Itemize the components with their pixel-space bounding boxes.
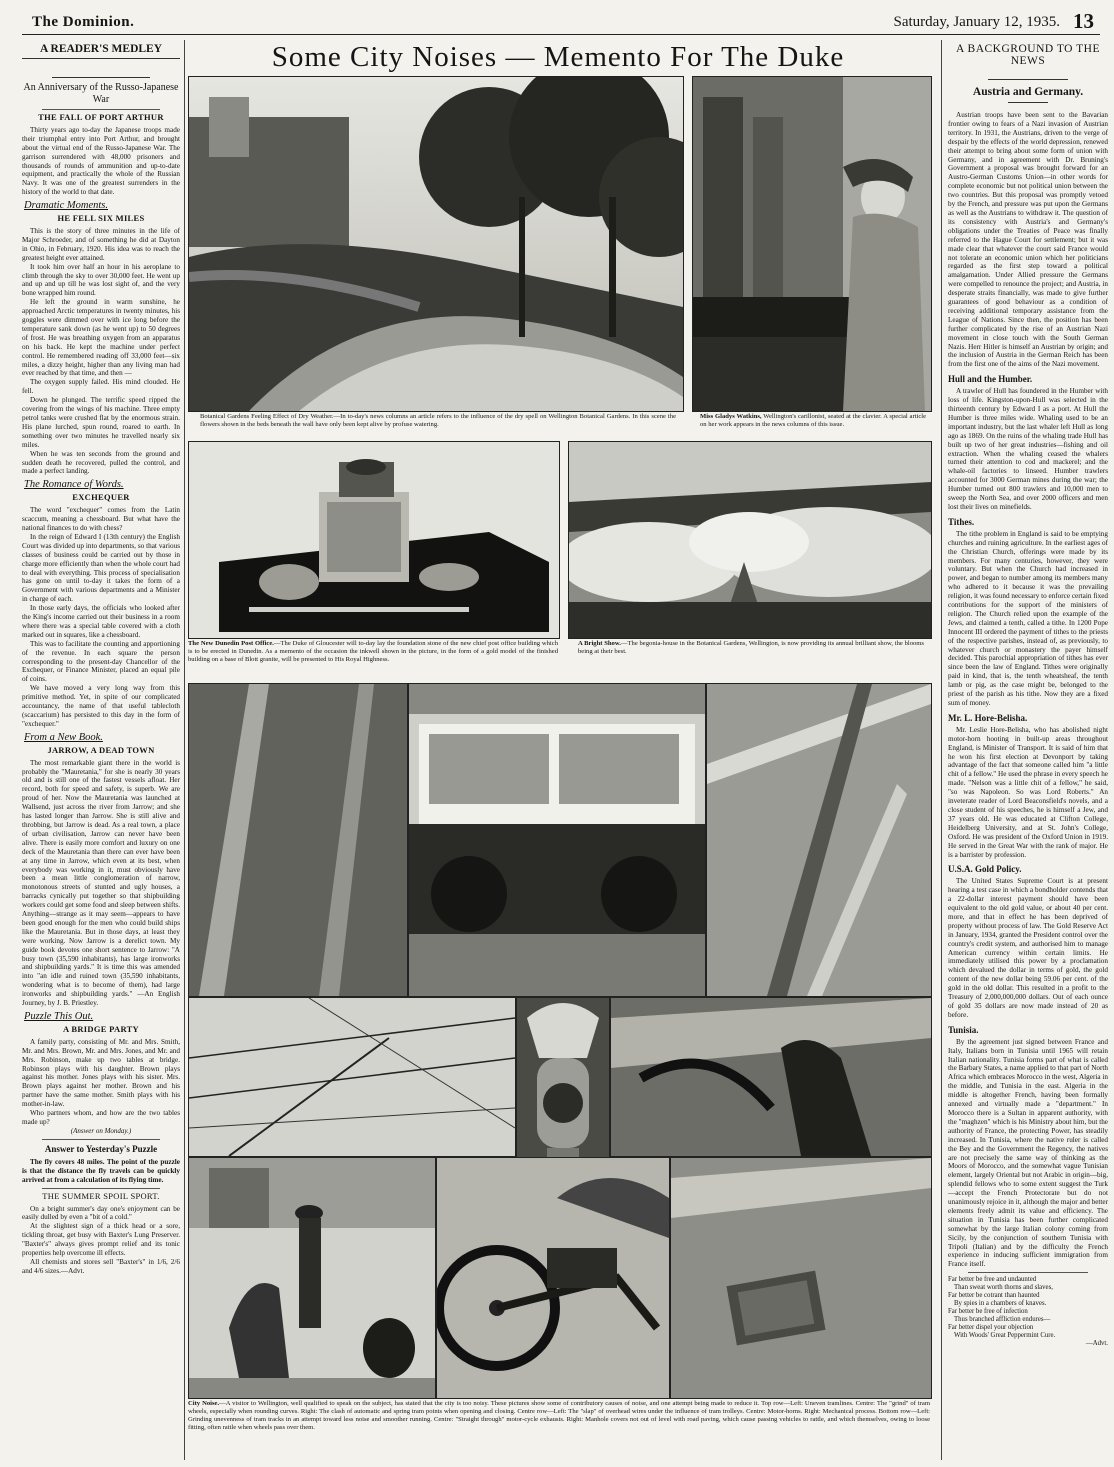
hull-heading: Hull and the Humber. xyxy=(948,374,1033,385)
tram-wheels-image xyxy=(409,684,705,996)
advertisement-verse xyxy=(948,1276,1108,1348)
carillonist-photo xyxy=(692,76,932,412)
gardens-image xyxy=(189,77,683,411)
paragraph: The oxygen supply failed. His mind clouded. He fell. xyxy=(22,378,180,396)
exchequer-heading: EXCHEQUER xyxy=(72,492,130,503)
verse-line: Than sweat worth thorns and slaves, xyxy=(954,1284,1053,1292)
paragraph: A family party, consisting of Mr. and Mrs. Smith, Mr. and Mrs. Brown, Mr. and Mrs. Jones, and Mr. and Mrs. Robinson, make up two tables at bridge. Robinson plays with his daughter. Brown plays against his mother. Jones plays with his sister. Mrs. Brown plays against her mother. Brown and his partner have the same mother. Smith plays with his mother-in-law. xyxy=(22,1037,180,1109)
paragraph: Mr. Leslie Hore-Belisha, who has abolished night motor-horn hooting in built-up areas throughout England, is Minister of Transport. It is said of him that he won his first election at Devonport by taking advantage of the fact that someone called him "a little chit of a fellow." He used the phrase in every speech he made. "Nelson was a little chit of a fellow," he said, "so was Napoleon. So was Lord Roberts." An inveterate reader of Lord Beaconsfield's novels, and a close student of his speeches, he is himself a Jew, and 37 years old. He was educated at Clifton College, Heidelberg University, and at St. John's College, Oxford. He was president of the Oxford Union in 1919. He served in the Great War with the rank of major. He is a barrister by profession. xyxy=(948,725,1108,859)
caption-bold: The New Dunedin Post Office. xyxy=(188,640,274,647)
grinding-photo xyxy=(188,1157,436,1399)
verse-line: Far better dispel your objection xyxy=(948,1324,1034,1332)
gardens-photo xyxy=(188,76,684,412)
verse-line: Far better be free and undaunted xyxy=(948,1276,1037,1284)
paragraph: Down he plunged. The terrific speed ripped the covering from the wings of his machine. Three empty petrol tanks were crushed flat by the enormous strain. His plane lurched, spun round, roared to earth. In something over two minutes he travelled nearly six miles. xyxy=(22,396,180,449)
caption-bold: Miss Gladys Watkins, xyxy=(700,413,762,420)
bridge-answer-note: (Answer on Monday.) xyxy=(70,1126,132,1135)
puzzle-heading: Puzzle This Out. xyxy=(24,1011,94,1022)
paragraph: The fly covers 48 miles. The point of the puzzle is that the distance the fly travels can be quickly arrived at from a calculation of its flying time. xyxy=(22,1157,180,1184)
tram-points-image xyxy=(707,684,931,996)
fell-heading: HE FELL SIX MILES xyxy=(57,213,145,224)
gold-policy-heading: U.S.A. Gold Policy. xyxy=(948,864,1022,875)
verse-line: With Woods' Great Peppermint Cure. xyxy=(954,1332,1056,1340)
begonia-image xyxy=(569,442,931,638)
bridge-heading: A BRIDGE PARTY xyxy=(62,1023,139,1034)
paragraph: Austrian troops have been sent to the Bavarian frontier owing to fears of a Nazi invasion of Austrian territory. In 1931, the Austrians, driven to the verge of despair by the effects of the world depression, renewed their attempt to bring about some form of union with Germany, and in agreement with Dr. Bruning's Government a proposal was brought forward for an Austro-German Customs Union—in other words for complete economic but not political union between the two countries. But this proposal was promptly vetoed by the French, and pressure was put upon the Germans as well as the Austrians to withdraw it. The question of its consistency with Austria's and Germany's obligations under the Treaties of Peace was finally referred to the Hague Court for settlement; but it was made clear that whatever the court said France would not tolerate an economic union which her politicians regarded as the first step toward a political amalgamation. Under Allied pressure the Germans were compelled to renounce the project; and Austria, in desperate straits financially, was made to give further guarantees of good behaviour as a condition of receiving additional temporary assistance from the League of Nations. Since then, the position has been further complicated by the rise of an Austrian Nazi movement in close touch with the South German Nazis. Herr Hitler is himself an Austrian by origin; and the inclusion of Austria in the German Reich has been from the first one of the aims of the Nazi movement. xyxy=(948,111,1108,369)
gardens-caption xyxy=(200,413,676,433)
hore-belisha-heading: Mr. L. Hore-Belisha. xyxy=(948,712,1028,723)
dramatic-heading: Dramatic Moments. xyxy=(24,200,108,212)
carillonist-caption xyxy=(700,413,926,435)
paper-name: The Dominion. xyxy=(32,14,135,30)
paragraph: When he was ten seconds from the ground and sudden death he recovered, pulled the control, and made a perfect landing. xyxy=(22,449,180,476)
tram-wheels-photo xyxy=(408,683,706,997)
caption-text: —A visitor to Wellington, well qualified to speak on the subject, has stated that the city is too noisy. These pictures show some of contributory causes of noise, and one attempt being made to reduce it. Top row—Left: Uneven tramlines. Centre: The "grind" of tram wheels, especially when rounding curves. Right: The clash of automatic and spring tram points when opening and closing. Centre row—Left: The "slap" of overhead wires under the influence of tram trolleys. Centre: Motor-horns. Right: Mechanical process. Bottom row—Left: Grinding unevenness of tram tracks in an attempt toward less noise and smoother running. Centre: "Straight through" motor-cycle exhausts. Right: Manhole covers not out of level with road paving, which cause passing vehicles to rattle, and which themselves, owing to loose fitting, often rattle when wheels pass over them. xyxy=(188,1400,930,1431)
caption-text: —The Duke of Gloucester will to-day lay the foundation stone of the new chief post office building which is to be erected in Dunedin. As a memento of the occasion the inkwell shown in the picture, in the form of a gold model of the finished building on a base of Blott granite, will be presented to His Royal Highness. xyxy=(188,640,558,663)
tram-points-photo xyxy=(706,683,932,997)
uneven-tramlines-photo xyxy=(188,683,408,997)
paragraph: He left the ground in warm sunshine, he approached Arctic temperatures in twenty minutes, his goggles were dimmed over with ice long before the temperature sank down (as he went up) to 50 degrees of frost. He was breathing oxygen from an apparatus on his back. He kept the machine under perfect control. He remembered reading off 33,000 feet—six miles, a dizzy height, higher than any living man had ever reached by that time, and then — xyxy=(22,298,180,378)
paragraph: We have moved a very long way from this primitive method. Yet, in spite of our complicated accountancy, the name of that useful tablecloth (scaccarium) has persisted to this day in the form of "exchequer." xyxy=(22,684,180,728)
tithes-heading: Tithes. xyxy=(948,516,975,527)
manhole-photo xyxy=(670,1157,932,1399)
paragraph: Who partners whom, and how are the two tables made up? xyxy=(22,1109,180,1126)
manhole-image xyxy=(671,1158,931,1398)
city-noise-caption xyxy=(188,1400,930,1440)
inkstand-image xyxy=(189,442,559,638)
paragraph: The word "exchequer" comes from the Latin scaccum, meaning a chessboard. But what have the national finances to do with chess? xyxy=(22,506,180,532)
motorcycle-photo xyxy=(436,1157,670,1399)
paragraph: The most remarkable giant there in the world is probably the "Mauretania," for she is nearly 30 years old and is still one of the fastest vessels afloat. Her record, both for speed and safety, is superb. We are proud of her. Now the Mauretania was launched at Wallsend, just across the river from Jarrow; and she has lasted longer than Jarrow. She is still alive and throbbing, but Jarrow is dead. As a real town, a place of urban civilisation, Jarrow can never have been alive. There is easily more comfort and luxury on one deck of the Mauretania than there can ever have been at any time in Jarrow, which even at its best, when everybody was working in it, must obviously have been a mean little conglomeration of narrow, monotonous streets of stunted and ugly houses, a barracks cynically put together so that shipbuilding workers could get some food and sleep between shifts. Anything—strange as it may seem—appears to have been good enough for the men who could build ships like the Mauretania. But in those days, at least they were working. Now Jarrow is a derelict town. My guide book devotes one short sentence to Jarrow: "A busy town (35,590 inhabitants), has large ironworks and shipbuilding yards." It is time this was amended into "an idle and ruined town (35,590 inhabitants, wondering what is to become of them), had large ironworks and shipbuilding yards." —An English Journey, by J. B. Priestley. xyxy=(22,758,180,1008)
advt-mark: —Advt. xyxy=(1085,1340,1108,1348)
carillonist-image xyxy=(693,77,931,411)
caption-text: Botanical Gardens Feeling Effect of Dry Weather.—In to-day's news columns an article refers to the influence of the dry spell on Wellington Botanical Gardens. In this scene the flowers shown in the beds beneath the wall have only been kept alive by profuse watering. xyxy=(200,413,676,428)
paragraph: This was to facilitate the counting and apportioning of the revenue. In each square the person corresponding to the present-day Chancellor of the Exchequer, or Finance Minister, placed an equal pile of coins. xyxy=(22,639,180,684)
fall-heading: THE FALL OF PORT ARTHUR xyxy=(38,112,164,122)
caption-bold: A Bright Show. xyxy=(578,640,621,647)
background-heading: A BACKGROUND TO THE NEWS xyxy=(955,43,1100,67)
jarrow-heading: JARROW, A DEAD TOWN xyxy=(47,744,155,755)
tramlines-image xyxy=(189,684,407,996)
begonia-caption xyxy=(578,640,924,662)
paragraph: All chemists and stores sell "Baxter's" in 1/6, 2/6 and 4/6 sizes.—Advt. xyxy=(22,1257,180,1275)
anniversary-heading: An Anniversary of the Russo-Japanese War xyxy=(23,82,179,105)
verse-line: By spies in a chambers of knaves. xyxy=(954,1300,1047,1308)
paragraph: It took him over half an hour in his aeroplane to climb through the sky to over 30,000 feet. He went up and up and up till he was lost sight of, and the very bone wrapped him round. xyxy=(22,262,180,298)
paragraph: At the slightest sign of a thick head or a sore, tickling throat, get busy with Baxter's Lung Preserver. "Baxter's" always gives prompt relief and its tonic properties help overcome ill effects. xyxy=(22,1222,180,1258)
inkstand-photo xyxy=(188,441,560,639)
paragraph: In the reign of Edward I (13th century) the English Court was divided up into departments, so that various classes of business could be carried out by those in charge more efficiently than when the whole court had to deal with everything. This process of specialisation has gone on until to-day it takes the form of a Government with various departments and a Minister in charge of each. xyxy=(22,532,180,604)
paragraph: The tithe problem in England is said to be emptying churches and ruining agriculture. In the earliest ages of the Christian Church, offerings were made by its members. For many centuries, however, they were voluntary. But when the Church had increased in power, and began to number among its members many who adhered to it because it was the prevailing religion, it was found necessary to enforce certain fixed contributions for the support of the ministers of religion. The Church relied upon the example of the Jews, and claimed a tenth, called a tithe. In 1200 Pope Innocent III ordered the payment of tithes to the priests of the respective parishes, instead of, as previously, to whatever church or monastery the payer himself decided. This parochial appropriation of tithes has ever since been the law of England. Tithes were originally paid in kind, that is, the tenth wheatsheaf, the tenth lamb or pig, as the case might be, belonged to the priest of the parish as his tithe. Now they are a fixed sum of money. xyxy=(948,529,1108,707)
paragraph: This is the story of three minutes in the life of Major Schroeder, and of something he did at Dayton in Ohio, in February, 1920. His idea was to reach the greatest height ever attained. xyxy=(22,226,180,262)
paragraph: A trawler of Hull has foundered in the Humber with loss of life. Kingston-upon-Hull was selected in the thirteenth century by Edward I as a port. At Hull the Humber is three miles wide. Whaling used to be an important industry, but the last whaler left Hull as long ago as 1869. On the ruins of the whaling trade Hull has built up two of her great industries—fishing and oil extraction. When the whaling ceased the whalers turned their attention to cod and mackerel; and the whale-oil factories to linseed. Humber trawlers accounted for 3000 German mines during the war; the Humber turned out 800 trawlers and 10,000 men to sweep the North Sea, and over 2000 officers and men lost their lives on minefields. xyxy=(948,387,1108,511)
verse-line: Far better be free of infection xyxy=(948,1308,1028,1316)
newbook-heading: From a New Book. xyxy=(24,731,103,743)
wires-image xyxy=(189,998,515,1156)
fall-text: Thirty years ago to-day the Japanese troops made their triumphal entry into Port Arthur, and brought about the virtual end of the Russo-Japanese War. The garrison surrendered with 48,000 prisoners and thousands of rounds of ammunition and up-to-date equipment, and practically the whole of the Russian Navy. It was one of the greatest surrenders in the history of the world to that date. xyxy=(22,125,180,197)
romance-heading: The Romance of Words. xyxy=(24,479,124,491)
caption-text: Wellington's carillonist, seated at the clavier. A special article on her work appears in the news columns of this issue. xyxy=(700,413,926,428)
motorcycle-image xyxy=(437,1158,669,1398)
grinding-image xyxy=(189,1158,435,1398)
caption-bold: City Noise. xyxy=(188,1400,220,1407)
background-news-column xyxy=(941,40,1108,1460)
summer-heading: THE SUMMER SPOIL SPORT. xyxy=(42,1190,160,1201)
paragraph: On a bright summer's day one's enjoyment can be easily dulled by even a "bit of a cold." xyxy=(22,1204,180,1222)
mechanical-image xyxy=(611,998,931,1156)
caption-text: —The begonia-house in the Botanical Gardens, Wellington, is now providing its annual brilliant show, the blooms being at their best. xyxy=(578,640,924,655)
inkstand-caption xyxy=(188,640,558,678)
verse-line: Far better be cotrant than haunted xyxy=(948,1292,1040,1300)
issue-date: Saturday, January 12, 1935. xyxy=(893,14,1060,30)
paragraph: By the agreement just signed between France and Italy, Italians born in Tunisia until 1965 will retain Italian nationality. Tunisia forms part of what is called the Barbary States, a name applied to that part of North Africa which embraces Morocco in the west, Algeria in the middle, and Tunisia in the east. Algeria in the middle is altogether French, having been formally annexed and virtually made a "department." In Morocco there is a Sultan in apparent authority, with the "maghzen" which is his Ministry about him, but the authority of France, the protecting Power, has steadily increased. In Tunisia, where the native ruler is called the Bey and the Government the Regency, the natives are not precisely the same way of thinking as the Moors of Morocco, and the somewhat vague Tunisian element, largely Oriental but not Arabic in origin—big, splendid fellows who to some extent suggest the Turk—accept the French Protectorate but do not unanimously rejoice in it, although the major and better elements freely admit its value and efficiency. The situation in Tunisia has been further complicated somewhat by the large Italian colony coming from Sicily, by the conjunction of southern Tunisia with Tripoli (Italian) and by the difficulty the French experience in inducing sufficient immigration from France itself. xyxy=(948,1037,1108,1269)
masthead xyxy=(22,6,1100,35)
mechanical-process-photo xyxy=(610,997,932,1157)
verse-line: Thus branched affliction endures— xyxy=(954,1316,1051,1324)
paragraph: The United States Supreme Court is at present hearing a test case in which a bondholder contends that a 22-dollar interest payment should have been equivalent to the old gold value, or about 40 per cent. more, and that in effect he has been deprived of property without process of law. The Gold Reserve Act in January, 1934, granted the President control over the country's credit system, and authorised him to manage American currency within certain limits. He immediately utilised this power by a proclamation which devalued the dollar in terms of gold, the gold content of the new dollar being 59.06 per cent. of the gold in the old dollar. This resulted in a profit to the Treasury of 2,000,000,000 dollars. Out of each ounce of gold 35 dollars are now made instead of 20 as before. xyxy=(948,877,1108,1019)
overhead-wires-photo xyxy=(188,997,516,1157)
page-number: 13 xyxy=(1073,9,1094,33)
austria-heading: Austria and Germany. xyxy=(972,86,1084,98)
paragraph: In those early days, the officials who looked after the King's income carried out their business in a room where there was a special table covered with a cloth marked out in squares, like a chessboard. xyxy=(22,604,180,639)
readers-medley-column xyxy=(22,40,185,1460)
medley-heading: A READER'S MEDLEY xyxy=(22,43,180,59)
answer-heading: Answer to Yesterday's Puzzle xyxy=(44,1143,158,1154)
tunisia-heading: Tunisia. xyxy=(948,1024,979,1035)
page-title: Some City Noises — Memento For The Duke xyxy=(271,41,845,73)
begonia-photo xyxy=(568,441,932,639)
